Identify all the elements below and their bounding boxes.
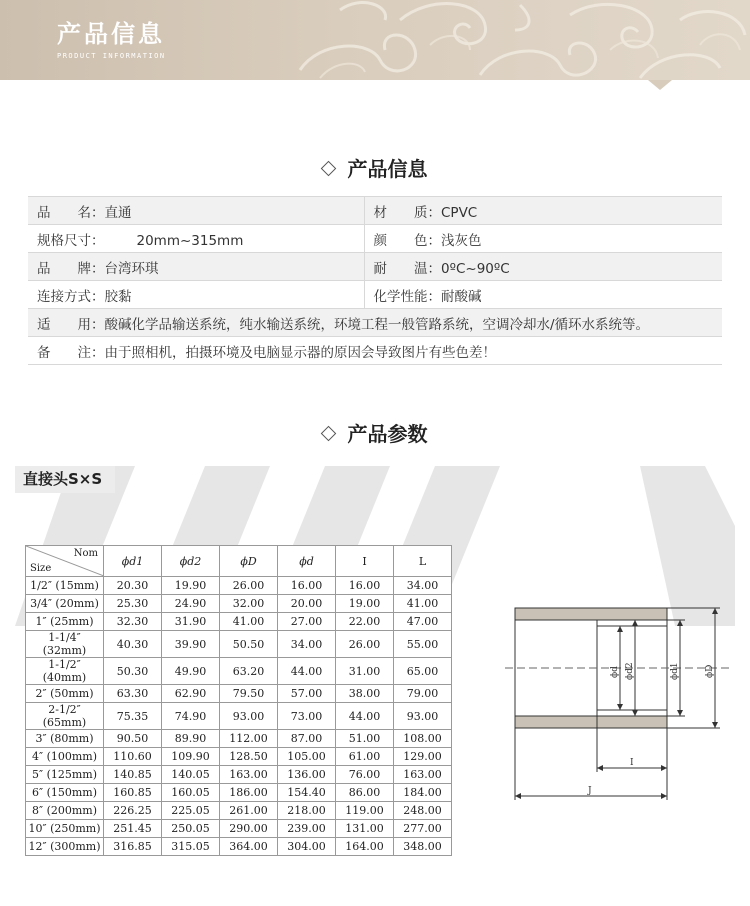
- spec-table-body: [26, 577, 452, 856]
- spec-value-cell: 89.90: [162, 730, 220, 748]
- banner-subtitle: PRODUCT INFORMATION: [57, 52, 166, 60]
- spec-size-cell: 1-1/2″ (40mm): [26, 658, 104, 685]
- spec-size-cell: 4″ (100mm): [26, 748, 104, 766]
- spec-value-cell: 140.85: [104, 766, 162, 784]
- spec-value-cell: 20.00: [278, 595, 336, 613]
- spec-value-cell: 140.05: [162, 766, 220, 784]
- info-value: 0ºC~90ºC: [441, 260, 510, 277]
- corner-nom: Nom: [73, 548, 98, 559]
- spec-header-row: [26, 546, 452, 577]
- label-d1: ϕd1: [670, 662, 680, 680]
- info-label: 适 用：: [37, 316, 105, 333]
- spec-value-cell: 163.00: [394, 766, 452, 784]
- label-d2: ϕd2: [625, 662, 635, 680]
- spec-value-cell: 290.00: [220, 820, 278, 838]
- spec-row: [26, 748, 452, 766]
- spec-value-cell: 55.00: [394, 631, 452, 658]
- spec-value-cell: 51.00: [336, 730, 394, 748]
- corner-size: Size: [30, 563, 52, 574]
- spec-value-cell: 74.90: [162, 703, 220, 730]
- info-value: 台湾环琪: [104, 260, 159, 277]
- banner-title: 产品信息: [57, 20, 165, 48]
- params-heading: [0, 418, 750, 447]
- info-row-usage: [28, 309, 722, 337]
- spec-value-cell: 90.50: [104, 730, 162, 748]
- spec-value-cell: 41.00: [394, 595, 452, 613]
- spec-value-cell: 129.00: [394, 748, 452, 766]
- spec-value-cell: 19.90: [162, 577, 220, 595]
- label-J: J: [588, 786, 592, 796]
- info-cell: [28, 197, 364, 225]
- spec-value-cell: 41.00: [220, 613, 278, 631]
- spec-row: [26, 703, 452, 730]
- spec-value-cell: 38.00: [336, 685, 394, 703]
- label-I: I: [630, 758, 634, 768]
- info-row: [28, 253, 722, 281]
- spec-value-cell: 44.00: [336, 703, 394, 730]
- spec-value-cell: 239.00: [278, 820, 336, 838]
- spec-value-cell: 119.00: [336, 802, 394, 820]
- spec-value-cell: 79.00: [394, 685, 452, 703]
- label-D: ϕD: [705, 664, 715, 678]
- spec-row: [26, 766, 452, 784]
- params-subtitle: 直接头S×S: [15, 466, 115, 493]
- spec-corner-cell: [26, 546, 104, 577]
- info-cell: [28, 253, 364, 281]
- spec-row: [26, 685, 452, 703]
- spec-value-cell: 31.90: [162, 613, 220, 631]
- spec-value-cell: 76.00: [336, 766, 394, 784]
- spec-value-cell: 316.85: [104, 838, 162, 856]
- spec-value-cell: 40.30: [104, 631, 162, 658]
- info-row: [28, 281, 722, 309]
- spec-value-cell: 105.00: [278, 748, 336, 766]
- info-value: 20mm~315mm: [136, 232, 244, 249]
- spec-value-cell: 277.00: [394, 820, 452, 838]
- cloud-pattern: [280, 0, 750, 80]
- spec-value-cell: 32.30: [104, 613, 162, 631]
- spec-size-cell: 3″ (80mm): [26, 730, 104, 748]
- spec-value-cell: 62.90: [162, 685, 220, 703]
- spec-header-cell: ϕD: [220, 546, 278, 577]
- spec-value-cell: 24.90: [162, 595, 220, 613]
- spec-size-cell: 1/2″ (15mm): [26, 577, 104, 595]
- info-label: 规格尺寸：: [37, 232, 105, 249]
- spec-value-cell: 61.00: [336, 748, 394, 766]
- spec-value-cell: 226.25: [104, 802, 162, 820]
- spec-value-cell: 34.00: [394, 577, 452, 595]
- spec-value-cell: 34.00: [278, 631, 336, 658]
- product-info-table: [28, 196, 722, 365]
- info-value: 直通: [104, 204, 132, 221]
- spec-value-cell: 50.50: [220, 631, 278, 658]
- info-row: [28, 225, 722, 253]
- spec-value-cell: 131.00: [336, 820, 394, 838]
- spec-value-cell: 251.45: [104, 820, 162, 838]
- spec-value-cell: 304.00: [278, 838, 336, 856]
- spec-row: [26, 802, 452, 820]
- spec-value-cell: 163.00: [220, 766, 278, 784]
- info-value: 浅灰色: [441, 232, 482, 249]
- spec-value-cell: 22.00: [336, 613, 394, 631]
- params-heading-text: 产品参数: [347, 422, 428, 446]
- spec-value-cell: 19.00: [336, 595, 394, 613]
- spec-value-cell: 16.00: [278, 577, 336, 595]
- spec-value-cell: 218.00: [278, 802, 336, 820]
- spec-header-cell: ϕd: [278, 546, 336, 577]
- spec-table: [25, 545, 452, 856]
- spec-value-cell: 93.00: [394, 703, 452, 730]
- info-cell: [364, 281, 722, 309]
- spec-header-cell: ϕd2: [162, 546, 220, 577]
- spec-header-cell: ϕd1: [104, 546, 162, 577]
- spec-size-cell: 12″ (300mm): [26, 838, 104, 856]
- info-label: 品 牌：: [37, 260, 105, 277]
- spec-size-cell: 2-1/2″ (65mm): [26, 703, 104, 730]
- spec-header-cell: I: [336, 546, 394, 577]
- info-value: CPVC: [441, 204, 478, 221]
- spec-header-cell: L: [394, 546, 452, 577]
- spec-value-cell: 57.00: [278, 685, 336, 703]
- info-value: 胶黏: [104, 288, 132, 305]
- spec-value-cell: 16.00: [336, 577, 394, 595]
- info-cell: [364, 225, 722, 253]
- spec-row: [26, 658, 452, 685]
- info-label: 备 注：: [37, 344, 105, 361]
- spec-value-cell: 108.00: [394, 730, 452, 748]
- spec-value-cell: 250.05: [162, 820, 220, 838]
- info-row-note: [28, 337, 722, 365]
- spec-row: [26, 838, 452, 856]
- spec-size-cell: 1-1/4″ (32mm): [26, 631, 104, 658]
- diamond-icon: [320, 161, 336, 177]
- spec-value-cell: 39.90: [162, 631, 220, 658]
- spec-size-cell: 8″ (200mm): [26, 802, 104, 820]
- spec-value-cell: 50.30: [104, 658, 162, 685]
- info-label: 材 质：: [373, 204, 441, 221]
- label-d: ϕd: [610, 666, 620, 678]
- spec-value-cell: 79.50: [220, 685, 278, 703]
- spec-value-cell: 65.00: [394, 658, 452, 685]
- spec-value-cell: 49.90: [162, 658, 220, 685]
- spec-value-cell: 73.00: [278, 703, 336, 730]
- info-label: 品 名：: [37, 204, 105, 221]
- info-cell: [28, 337, 722, 365]
- spec-value-cell: 75.35: [104, 703, 162, 730]
- info-row: [28, 197, 722, 225]
- spec-row: [26, 631, 452, 658]
- spec-value-cell: 315.05: [162, 838, 220, 856]
- spec-value-cell: 26.00: [336, 631, 394, 658]
- spec-value-cell: 63.20: [220, 658, 278, 685]
- spec-value-cell: 109.90: [162, 748, 220, 766]
- spec-size-cell: 3/4″ (20mm): [26, 595, 104, 613]
- spec-size-cell: 1″ (25mm): [26, 613, 104, 631]
- spec-value-cell: 164.00: [336, 838, 394, 856]
- spec-value-cell: 86.00: [336, 784, 394, 802]
- spec-value-cell: 47.00: [394, 613, 452, 631]
- spec-value-cell: 154.40: [278, 784, 336, 802]
- header-banner: [0, 0, 750, 80]
- info-cell: [364, 253, 722, 281]
- spec-value-cell: 87.00: [278, 730, 336, 748]
- spec-row: [26, 730, 452, 748]
- info-label: 颜 色：: [373, 232, 441, 249]
- spec-size-cell: 6″ (150mm): [26, 784, 104, 802]
- spec-value-cell: 44.00: [278, 658, 336, 685]
- info-heading: [0, 153, 750, 182]
- info-value: 酸碱化学品输送系统，纯水输送系统，环境工程一般管路系统，空调冷却水/循环水系统等。: [104, 316, 650, 333]
- spec-value-cell: 160.85: [104, 784, 162, 802]
- spec-value-cell: 112.00: [220, 730, 278, 748]
- fitting-drawing: [505, 600, 735, 810]
- spec-value-cell: 63.30: [104, 685, 162, 703]
- spec-value-cell: 25.30: [104, 595, 162, 613]
- spec-value-cell: 136.00: [278, 766, 336, 784]
- spec-value-cell: 261.00: [220, 802, 278, 820]
- spec-value-cell: 348.00: [394, 838, 452, 856]
- spec-value-cell: 31.00: [336, 658, 394, 685]
- info-cell: [28, 281, 364, 309]
- spec-value-cell: 248.00: [394, 802, 452, 820]
- spec-value-cell: 225.05: [162, 802, 220, 820]
- spec-value-cell: 110.60: [104, 748, 162, 766]
- info-value: 由于照相机，拍摄环境及电脑显示器的原因会导致图片有些色差！: [104, 344, 496, 361]
- spec-size-cell: 5″ (125mm): [26, 766, 104, 784]
- info-heading-text: 产品信息: [347, 157, 428, 181]
- spec-value-cell: 184.00: [394, 784, 452, 802]
- info-label: 耐 温：: [373, 260, 441, 277]
- spec-row: [26, 595, 452, 613]
- spec-row: [26, 577, 452, 595]
- spec-value-cell: 364.00: [220, 838, 278, 856]
- info-label: 化学性能：: [373, 288, 441, 305]
- spec-size-cell: 2″ (50mm): [26, 685, 104, 703]
- spec-value-cell: 128.50: [220, 748, 278, 766]
- info-value: 耐酸碱: [441, 288, 482, 305]
- spec-value-cell: 93.00: [220, 703, 278, 730]
- spec-size-cell: 10″ (250mm): [26, 820, 104, 838]
- spec-value-cell: 160.05: [162, 784, 220, 802]
- info-cell: [28, 309, 722, 337]
- spec-value-cell: 32.00: [220, 595, 278, 613]
- diamond-icon: [320, 426, 336, 442]
- info-label: 连接方式：: [37, 288, 105, 305]
- info-cell: [28, 225, 364, 253]
- spec-value-cell: 186.00: [220, 784, 278, 802]
- spec-value-cell: 27.00: [278, 613, 336, 631]
- spec-value-cell: 26.00: [220, 577, 278, 595]
- banner-notch: [648, 80, 672, 90]
- spec-row: [26, 784, 452, 802]
- info-cell: [364, 197, 722, 225]
- spec-value-cell: 20.30: [104, 577, 162, 595]
- spec-row: [26, 613, 452, 631]
- spec-row: [26, 820, 452, 838]
